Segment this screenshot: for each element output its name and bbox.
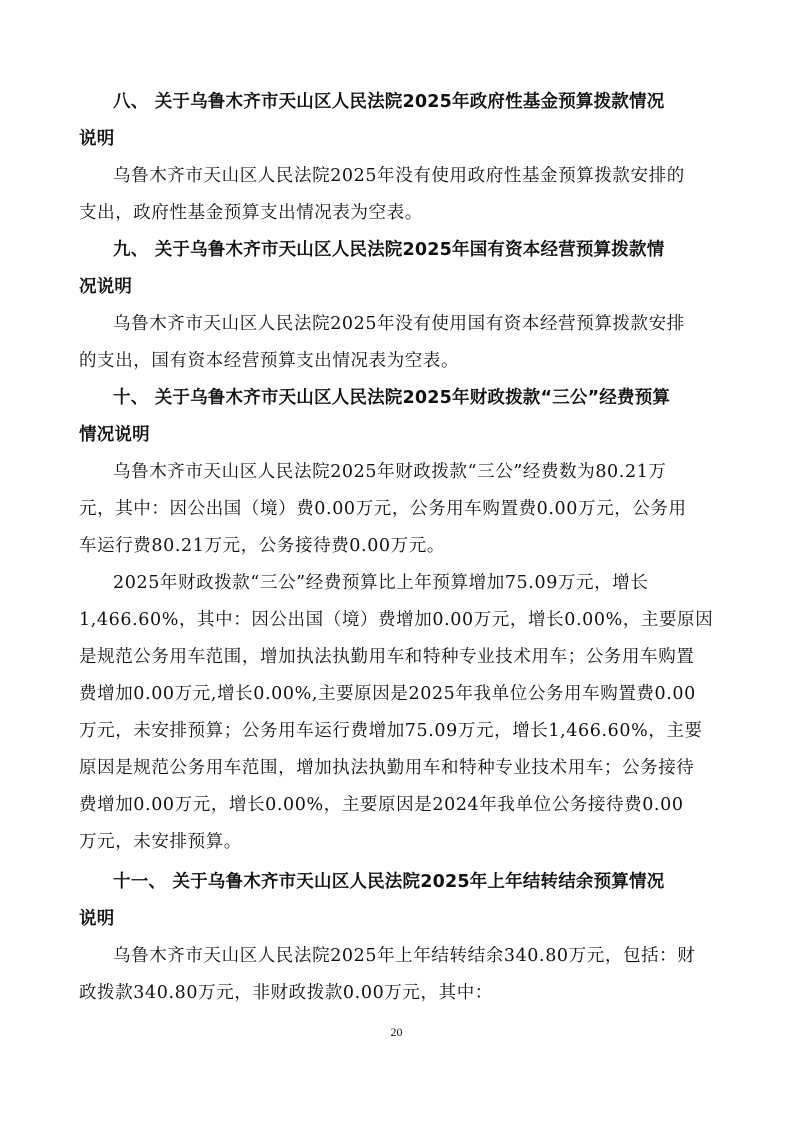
section-11-paragraph-line-1: 乌鲁木齐市天山区人民法院2025年上年结转结余340.80万元，包括：财 — [113, 946, 696, 966]
section-10-paragraph-1-line-1: 乌鲁木齐市天山区人民法院2025年财政拨款“三公”经费数为80.21万 — [113, 462, 667, 482]
section-11-heading-line-1: 十一、 关于乌鲁木齐市天山区人民法院2025年上年结转结余预算情况 — [113, 872, 665, 892]
section-11-heading-line-2: 说明 — [79, 909, 115, 929]
section-9-paragraph-line-2: 的支出，国有资本经营预算支出情况表为空表。 — [79, 351, 460, 371]
section-8-paragraph-line-2: 支出，政府性基金预算支出情况表为空表。 — [79, 203, 423, 223]
section-9-heading-line-2: 况说明 — [79, 277, 133, 297]
section-9-paragraph-line-1: 乌鲁木齐市天山区人民法院2025年没有使用国有资本经营预算拨款安排 — [113, 314, 685, 334]
section-10-paragraph-2-line-4: 费增加0.00万元,增长0.00%,主要原因是2025年我单位公务用车购置费0.00 — [79, 684, 696, 704]
section-8-heading-line-2: 说明 — [79, 129, 115, 149]
section-10-heading-line-2: 情况说明 — [79, 425, 150, 445]
section-10-paragraph-2-line-2: 1,466.60%，其中：因公出国（境）费增加0.00万元，增长0.00%，主要原因 — [79, 610, 714, 630]
section-8-paragraph-line-1: 乌鲁木齐市天山区人民法院2025年没有使用政府性基金预算拨款安排的 — [113, 166, 685, 186]
section-11-paragraph-line-2: 政拨款340.80万元，非财政拨款0.00万元，其中： — [79, 983, 493, 1003]
section-10-heading-line-1: 十、 关于乌鲁木齐市天山区人民法院2025年财政拨款“三公”经费预算 — [113, 388, 671, 408]
section-10-paragraph-2-line-3: 是规范公务用车范围，增加执法执勤用车和特种专业技术用车；公务用车购置 — [79, 647, 695, 667]
section-10-paragraph-1-line-3: 车运行费80.21万元，公务接待费0.00万元。 — [79, 536, 445, 556]
section-8-heading-line-1: 八、 关于乌鲁木齐市天山区人民法院2025年政府性基金预算拨款情况 — [113, 92, 665, 112]
page-number: 20 — [390, 1025, 403, 1039]
section-10-paragraph-1-line-2: 元，其中：因公出国（境）费0.00万元，公务用车购置费0.00万元，公务用 — [79, 499, 687, 519]
section-10-paragraph-2-line-8: 万元，未安排预算。 — [79, 832, 242, 852]
section-10-paragraph-2-line-7: 费增加0.00万元，增长0.00%，主要原因是2024年我单位公务接待费0.00 — [79, 795, 684, 815]
section-9-heading-line-1: 九、 关于乌鲁木齐市天山区人民法院2025年国有资本经营预算拨款情 — [113, 240, 665, 260]
section-10-paragraph-2-line-1: 2025年财政拨款“三公”经费预算比上年预算增加75.09万元，增长 — [113, 573, 649, 593]
section-10-paragraph-2-line-5: 万元，未安排预算；公务用车运行费增加75.09万元，增长1,466.60%，主要 — [79, 721, 703, 741]
section-10-paragraph-2-line-6: 原因是规范公务用车范围，增加执法执勤用车和特种专业技术用车；公务接待 — [79, 758, 695, 778]
